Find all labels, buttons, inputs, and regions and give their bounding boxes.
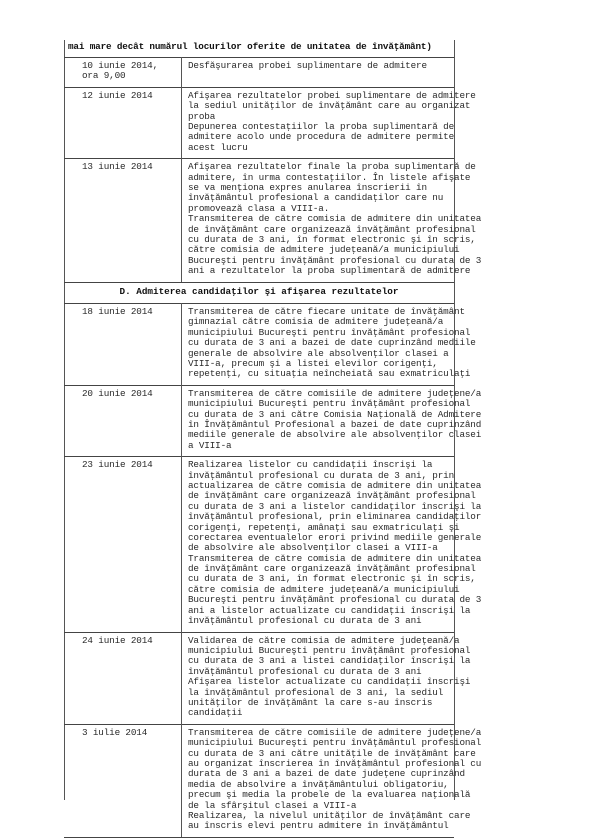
column-divider [181, 87, 182, 158]
schedule-table [64, 40, 482, 832]
description-line: Validarea de către comisia de admitere judeţeană/a [188, 634, 460, 646]
description-line: a VIII-a [188, 439, 232, 451]
description-line: municipiului Bucureşti pentru învăţământ profesional [188, 398, 471, 410]
row-date: 20 iunie 2014 [82, 387, 153, 399]
description-line: Afişarea listelor actualizate cu candidaţii înscrişi [188, 676, 471, 688]
description-line: cu durata de 3 ani către unităţile de învăţământ care [188, 747, 476, 759]
row-date: 18 iunie 2014 [82, 306, 153, 317]
description-line: de învăţământ care organizează învăţământ profesional [188, 490, 476, 502]
description-line: admitere, în urma contestaţiilor. În listele afişate [188, 171, 471, 183]
description-line: Depunerea contestaţiilor la proba suplimentară de [188, 120, 455, 132]
row-description [188, 89, 476, 153]
row-description [188, 306, 476, 380]
row-divider [64, 632, 454, 633]
description-line: Realizarea listelor cu candidaţii înscrişi la [188, 459, 433, 471]
description-line: cu durata de 3 ani către Comisia Naţională de Admitere [188, 408, 482, 420]
description-line: au organizat înscrierea în învăţământul profesional cu [188, 757, 482, 769]
row-date: 10 iunie 2014, ora 9,00 [82, 60, 159, 82]
column-divider [181, 456, 182, 631]
description-line: Afişarea rezultatelor finale la proba suplimentară de [188, 161, 476, 173]
description-line: Bucureşti pentru învăţământ profesional cu durata de 3 [188, 254, 482, 266]
description-line: se va menţiona expres anularea înscrierii în [188, 181, 427, 193]
description-line: învăţământul profesional, prin eliminarea candidaţilor [188, 511, 482, 523]
row-divider [64, 158, 454, 159]
description-line: Transmiterea de către comisiile de admitere judeţene/a [188, 387, 482, 399]
column-divider [181, 158, 182, 281]
row-date: 3 iulie 2014 [82, 726, 148, 738]
description-line: VIII-a, precum şi a listei elevilor corigenţi, [188, 357, 438, 369]
row-description [188, 726, 482, 832]
row-description [188, 634, 471, 719]
description-line: repetenţi, cu situaţia neîncheiată sau exmatriculaţi [188, 368, 471, 380]
description-line: municipiului Bucureşti pentru învăţământ profesional [188, 326, 471, 338]
description-line: la sediul unităţilor de învăţământ care au organizat [188, 100, 471, 112]
description-line: corigenţi, repetenţi, amânaţi sau exmatriculaţi şi [188, 521, 460, 533]
table-left-border [64, 40, 65, 800]
description-line: Transmiterea de către comisiile de admitere judeţene/a [188, 726, 482, 738]
description-line: cu durata de 3 ani, în format electronic şi în scris, [188, 573, 476, 585]
description-line: cu durata de 3 ani a listelor candidaţilor înscrişi la [188, 500, 482, 512]
description-line: Afişarea rezultatelor probei suplimentare de admitere [188, 89, 476, 101]
description-line: Transmiterea de către comisia de admitere din unitatea [188, 213, 482, 225]
description-line: Transmiterea de către comisia de admitere din unitatea [188, 552, 482, 564]
description-line: municipiului Bucureşti pentru învăţământul profesional [188, 737, 482, 749]
row-date: 23 iunie 2014 [82, 459, 153, 471]
column-divider [181, 632, 182, 724]
description-line: actualizarea de către comisia de admitere din unitatea [188, 479, 482, 491]
description-line: învăţământul profesional cu durata de 3 ani, prin [188, 469, 455, 481]
column-divider [181, 57, 182, 87]
description-line: de absolvire ale absolvenţilor clasei a VIII-a [188, 542, 438, 554]
description-line: cu durata de 3 ani a listei candidaţilor înscrişi la [188, 655, 471, 667]
row-description [188, 161, 482, 277]
description-line: media de absolvire a învăţământului obligatoriu, [188, 778, 449, 790]
row-divider [64, 303, 454, 304]
description-line: precum şi media la probele de la evaluarea naţională [188, 789, 471, 801]
description-line: la învăţământul profesional de 3 ani, la sediul [188, 686, 444, 698]
description-line: admitere acolo unde procedura de admitere permite [188, 131, 455, 143]
description-line: către comisia de admitere judeţeană/a municipiului [188, 244, 460, 256]
row-divider [64, 385, 454, 386]
description-line: învăţământul profesional cu durata de 3 ani [188, 615, 422, 627]
description-line: unităţilor de învăţământ la care s-au înscris [188, 696, 433, 708]
description-line: gimnazial către comisia de admitere judeţeană/a [188, 316, 444, 328]
description-line: generale de absolvire ale absolvenţilor clasei a [188, 347, 449, 359]
description-line: Bucureşti pentru învăţământ profesional cu durata de 3 [188, 594, 482, 606]
description-line: proba [188, 110, 216, 122]
description-line: acest lucru [188, 141, 248, 153]
row-divider [64, 282, 454, 283]
description-line: candidaţii [188, 707, 243, 719]
row-divider [64, 724, 454, 725]
description-line: către comisia de admitere judeţeană/a municipiului [188, 583, 460, 595]
description-line: ani a listelor actualizate cu candidaţii înscrişi la [188, 604, 471, 616]
description-line: învăţământul profesional a candidaţilor care nu [188, 192, 444, 204]
description-line: Transmiterea de către fiecare unitate de învăţământ [188, 306, 465, 317]
row-date: 13 iunie 2014 [82, 161, 153, 173]
description-line: durata de 3 ani a bazei de date judeţene cuprinzând [188, 768, 465, 780]
description-line: de la sfârşitul clasei a VIII-a [188, 799, 357, 811]
row-divider [64, 87, 454, 88]
description-line: Realizarea, la nivelul unităţilor de învăţământ care [188, 809, 471, 821]
description-line: au înscris elevi pentru admitere în învăţământul [188, 820, 449, 832]
row-description [188, 61, 454, 71]
column-divider [181, 385, 182, 456]
description-line: în Învăţământul Profesional a bazei de date cuprinzând [188, 418, 482, 430]
description-line: municipiului Bucureşti pentru învăţământ profesional [188, 644, 471, 656]
description-line: de învăţământ care organizează învăţământ profesional [188, 563, 476, 575]
continued-header-note: mai mare decât numărul locurilor oferite de unitatea de învăţământ) [68, 41, 432, 52]
row-date: 12 iunie 2014 [82, 89, 153, 101]
description-line: mediile generale de absolvire ale absolvenţilor clasei [188, 429, 482, 441]
description-line: ani a rezultatelor la proba suplimentară de admitere [188, 265, 471, 277]
description-line: învăţământul profesional cu durata de 3 ani [188, 665, 422, 677]
description-line: promovează clasa a VIII-a. [188, 202, 330, 214]
row-description [188, 387, 482, 451]
column-divider [181, 303, 182, 385]
row-description [188, 459, 482, 627]
row-date: 24 iunie 2014 [82, 634, 153, 646]
row-divider [64, 57, 454, 58]
description-line: cu durata de 3 ani a bazei de date cuprinzând mediile [188, 337, 476, 349]
description-line: de învăţământ care organizează învăţământ profesional [188, 223, 476, 235]
description-line: corectarea eventualelor erori privind mediile generale [188, 531, 482, 543]
description-line: Desfăşurarea probei suplimentare de admitere [188, 60, 427, 71]
section-title: D. Admiterea candidaţilor şi afişarea rezultatelor [119, 285, 399, 297]
column-divider [181, 724, 182, 837]
row-divider [64, 456, 454, 457]
description-line: cu durata de 3 ani, în format electronic şi în scris, [188, 233, 476, 245]
